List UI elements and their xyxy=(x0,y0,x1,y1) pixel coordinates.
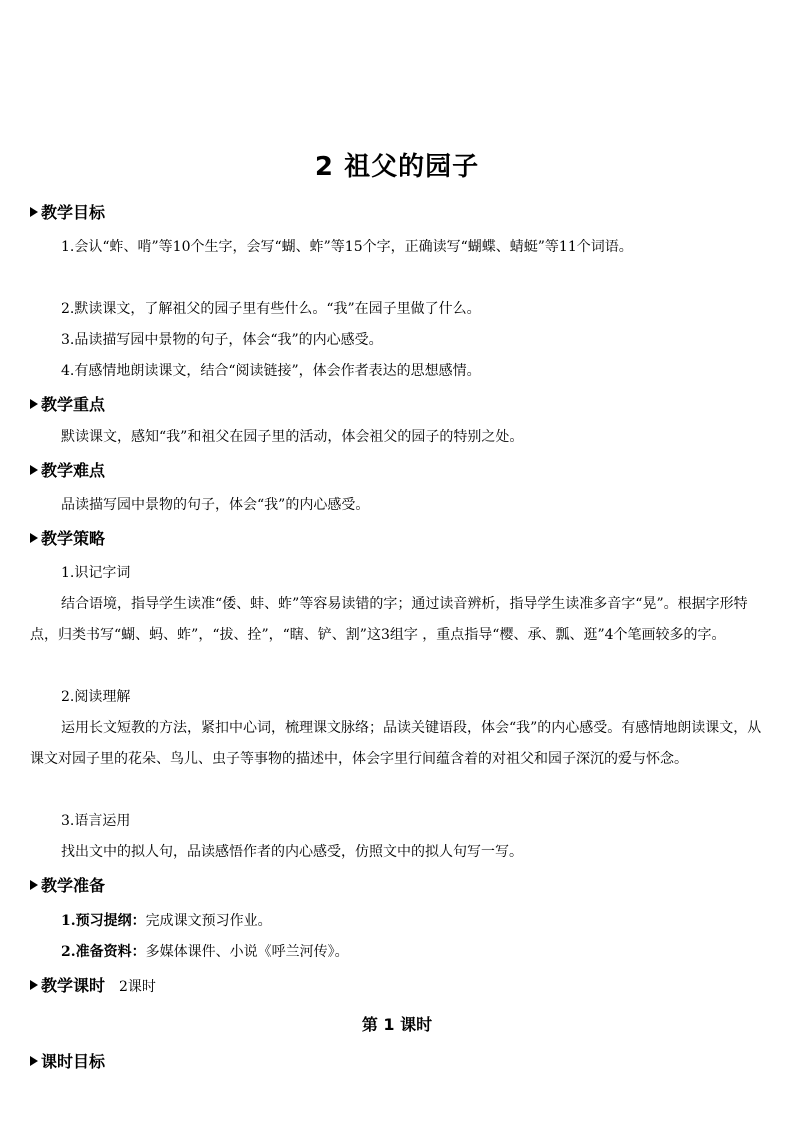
triangle-bullet-icon xyxy=(30,207,38,217)
key-point-text: 默读课文，感知“我”和祖父在园子里的活动，体会祖父的园子的特别之处。 xyxy=(61,429,524,445)
goal-item-2: 2.默读课文，了解祖父的园子里有些什么。“我”在园子里做了什么。 xyxy=(61,301,481,317)
triangle-bullet-icon xyxy=(30,880,38,890)
section-heading-lesson-goals: 课时目标 xyxy=(30,1051,105,1073)
prep-item-2: 2.准备资料：多媒体课件、小说《呼兰河传》。 xyxy=(61,944,349,960)
triangle-bullet-icon xyxy=(30,533,38,543)
strategy-1-title: 1.识记字词 xyxy=(61,565,131,581)
triangle-bullet-icon xyxy=(30,980,38,990)
strategy-2-text: 运用长文短教的方法，紧扣中心词，梳理课文脉络；品读关键语段，体会“我”的内心感受。有感情地朗读课文，从课文对园子里的花朵、鸟儿、虫子等事物的描述中，体会字里行间蕴含着的对祖父和园子深沉的爱与怀念。 xyxy=(30,720,762,767)
section-heading-difficulty: 教学难点 xyxy=(30,460,105,482)
goal-item-1: 1.会认“蚱、啃”等10个生字，会写“蝴、蚱”等15个字，正确读写“蝴蝶、蜻蜓”等11个词语。 xyxy=(61,239,633,255)
prep-item-1: 1.预习提纲：完成课文预习作业。 xyxy=(61,913,272,929)
section-heading-period: 教学课时 2课时 xyxy=(30,975,156,998)
goal-item-3: 3.品读描写园中景物的句子，体会“我”的内心感受。 xyxy=(61,332,383,348)
triangle-bullet-icon xyxy=(30,1056,38,1066)
period-value: 2课时 xyxy=(119,979,156,995)
strategy-3-text: 找出文中的拟人句，品读感悟作者的内心感受，仿照文中的拟人句写一写。 xyxy=(61,844,523,860)
page-title: 2 祖父的园子 xyxy=(314,152,480,182)
strategy-2-title: 2.阅读理解 xyxy=(61,689,131,705)
strategy-3-title: 3.语言运用 xyxy=(61,813,131,829)
section-heading-key: 教学重点 xyxy=(30,394,105,416)
section-heading-goals: 教学目标 xyxy=(30,202,105,224)
section-heading-strategy: 教学策略 xyxy=(30,528,105,550)
section-heading-prep: 教学准备 xyxy=(30,875,105,897)
goal-item-4: 4.有感情地朗读课文，结合“阅读链接”，体会作者表达的思想感情。 xyxy=(61,363,481,379)
triangle-bullet-icon xyxy=(30,465,38,475)
triangle-bullet-icon xyxy=(30,399,38,409)
lesson-1-heading: 第 1 课时 xyxy=(361,1015,433,1034)
strategy-1-text: 结合语境，指导学生读准“倭、蚌、蚱”等容易读错的字；通过读音辨析，指导学生读准多音字“晃”。根据字形特点，归类书写“蝴、蚂、蚱”，“拔、拴”，“瞎、铲、割”这3组字 ，重点指导“樱、承、瓢、逛”4个笔画较多的字。 xyxy=(30,596,748,643)
difficulty-text: 品读描写园中景物的句子，体会“我”的内心感受。 xyxy=(61,497,370,513)
